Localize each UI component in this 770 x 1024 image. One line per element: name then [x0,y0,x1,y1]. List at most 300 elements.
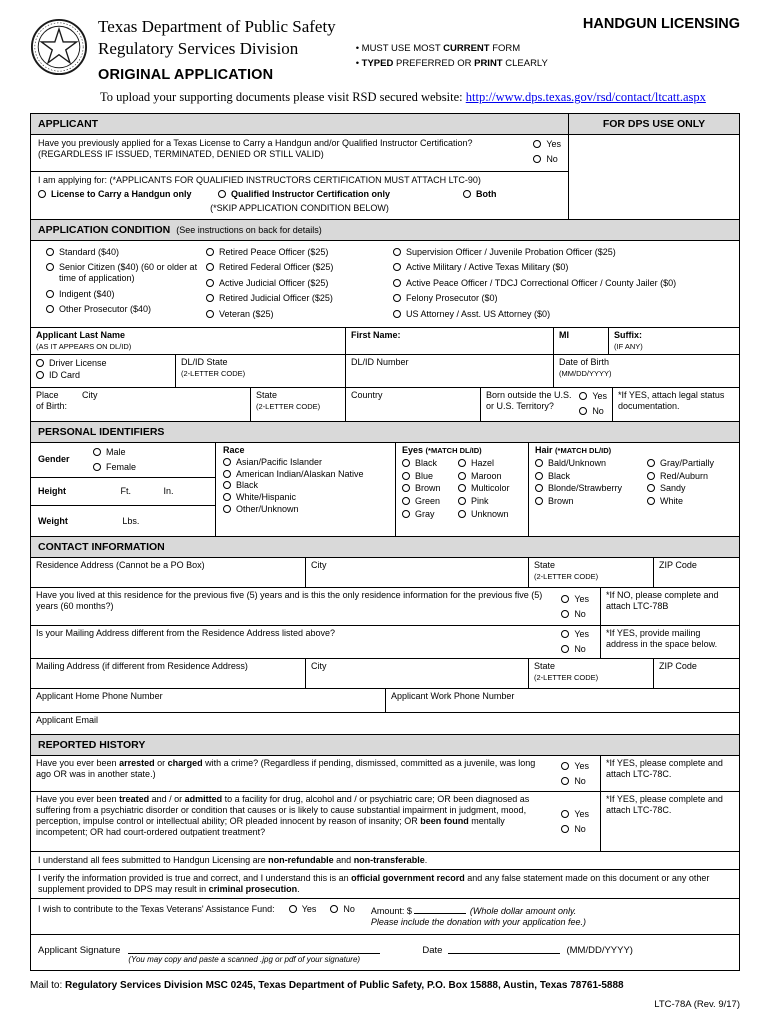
dlid-state-label: DL/ID State [181,356,228,367]
residence-zip-label: ZIP Code [659,560,697,571]
radio-circle-icon [561,762,569,770]
born-outside-options [579,390,607,419]
upload-link[interactable]: http://www.dps.texas.gov/rsd/contact/ltcatt.aspx [465,90,706,105]
amount-field[interactable] [414,904,466,914]
field-place-of-birth-country[interactable] [346,388,481,421]
radio-circle-icon [402,484,410,492]
mailing-different-note: *If YES, provide mailing address in the space below. [606,628,718,650]
form-notices [356,42,548,71]
radio-supervision-officer-label: Supervision Officer / Juvenile Probation Officer ($25) [406,246,616,257]
radio-circle-icon [402,472,410,480]
dps-seal-logo [30,18,88,76]
radio-circle-icon [561,645,569,653]
field-home-phone[interactable] [31,689,386,712]
radio-circle-icon [393,310,401,318]
radio-circle-icon [223,458,231,466]
application-condition-title: APPLICATION CONDITION [38,224,171,237]
radio-other-prosecutor[interactable] [46,304,206,315]
date-field[interactable] [448,942,560,954]
gender-row [31,443,215,478]
race-american-indian-label: American Indian/Alaskan Native [236,468,364,479]
mail-to-address: Regulatory Services Division MSC 0245, Texas Department of Public Safety, P.O. Box 15888, Austin, Texas 78761-5888 [65,979,624,991]
radio-hair-brown[interactable]: Brown [535,496,647,507]
born-outside-question [481,388,613,421]
radio-active-peace-officer[interactable] [393,278,732,289]
race-asian-pacific-label: Asian/Pacific Islander [236,456,323,467]
radio-eyes-hazel[interactable]: Hazel [458,458,494,469]
radio-retired-federal-officer[interactable] [206,262,393,273]
radio-standard-label: Standard ($40) [59,246,120,257]
radio-race-black[interactable] [223,480,388,491]
application-form [30,113,740,970]
radio-prev-yes[interactable] [533,139,561,150]
radio-race-other-unknown[interactable] [223,504,388,515]
amount-note-line2: Please include the donation with your application fee.) [370,916,587,927]
date-format-label: (MM/DD/YYYY) [566,944,633,956]
field-place-of-birth-city[interactable] [31,388,251,421]
notice-typed-preferred: • TYPED PREFERRED OR PRINT CLEARLY [355,57,548,69]
fees-statement-text: I understand all fees submitted to Handgun Licensing are non-refundable and non-transferable. [38,855,428,866]
radio-circle-icon [533,155,541,163]
radio-circle-icon [46,248,54,256]
previous-application-options [533,138,561,167]
radio-circle-icon [46,263,54,271]
applying-for-row [31,172,568,219]
radio-retired-peace-officer-label: Retired Peace Officer ($25) [219,246,329,257]
radio-circle-icon [330,905,338,913]
radio-circle-icon [402,510,410,518]
arrested-question-text: Have you ever been arrested or charged with a crime? (Regardless if pending, dismissed, committed as a juvenile, was long ago OR was in another state.) [36,758,536,779]
signature-row [31,935,739,970]
radio-circle-icon [535,459,543,467]
radio-retired-federal-officer-label: Retired Federal Officer ($25) [219,262,334,273]
applicant-section [31,114,739,220]
radio-senior-citizen-label: Senior Citizen ($40) (60 or older at time of application) [59,262,198,284]
dps-use-only-box [569,135,739,219]
field-last-name[interactable] [31,328,346,354]
mailing-different-options [561,628,595,656]
radio-active-judicial-officer[interactable] [206,278,393,289]
race-other-unknown-label: Other/Unknown [236,504,299,515]
residence-duration-question [31,588,601,625]
field-residence-state[interactable] [529,558,654,587]
treated-row [31,792,739,852]
radio-circle-icon [535,472,543,480]
radio-active-military[interactable] [393,262,732,273]
radio-circle-icon [579,392,587,400]
upload-text: To upload your supporting documents please visit RSD secured website: [100,90,466,105]
radio-prev-yes-label: Yes [546,139,561,150]
radio-circle-icon [458,497,466,505]
radio-race-white-hispanic[interactable] [223,492,388,503]
radio-senior-citizen[interactable] [46,262,206,284]
radio-circle-icon [223,470,231,478]
radio-circle-icon [93,448,101,456]
radio-circle-icon [36,371,44,379]
radio-circle-icon [218,190,226,198]
agency-block [98,16,336,84]
radio-hair-white[interactable]: White [647,496,683,507]
born-outside-no-label: No [592,405,604,416]
dob-label: Date of Birth [559,356,610,367]
radio-circle-icon [393,263,401,271]
radio-standard[interactable] [46,247,206,258]
radio-circle-icon [393,294,401,302]
signature-field[interactable] [128,942,380,954]
radio-circle-icon [393,248,401,256]
radio-circle-icon [458,484,466,492]
radio-eyes-unknown[interactable]: Unknown [458,509,509,520]
radio-circle-icon [46,305,54,313]
radio-instructor-only-label: Qualified Instructor Certification only [231,189,391,200]
field-email[interactable] [31,713,739,734]
verification-statement-text: I verify the information provided is true and correct, and I understand this is an official government record and any false statement made on this document or any other supplement provided to DPS may result in criminal prosecution. [38,872,710,894]
radio-circle-icon [561,595,569,603]
treated-question-text: Have you ever been treated and / or admitted to a facility for drug, alcohol and / or psychiatric care; OR been diagnosed as suffering from a psychiatric disorder or condition that causes or is likely to cause substantial impairment in judgment, mood, perception, impulse control or intellectual ability; OR pleaded innocent by reason of insanity; OR been found mentally incompetent; OR had court-ordered outpatient treatment? [36,794,530,837]
mailing-different-question-text: Is your Mailing Address different from the Residence Address listed above? [36,628,335,639]
radio-mailing-diff-no[interactable]: No [561,644,589,655]
radio-driver-license[interactable] [36,358,170,369]
signature-note: (You may copy and paste a scanned .jpg or pdf of your signature) [128,954,361,964]
driver-license-label: Driver License [49,357,107,368]
residence-address-label: Residence Address (Cannot be a PO Box) [36,560,205,571]
eyes-label: Eyes (*MATCH DL/ID) [402,444,482,455]
arrested-note: *If YES, please complete and attach LTC-78C. [606,758,723,779]
applying-for-options [38,188,561,201]
form-title: ORIGINAL APPLICATION [98,66,274,83]
residence-state-sublabel: (2-LETTER CODE) [534,572,599,582]
id-row [31,355,739,388]
weight-lbs-label: Lbs. [122,515,140,526]
amount-label: Amount: $ [370,905,412,916]
applicant-left-column [31,114,569,219]
place-of-birth-label: Place of Birth: [36,389,68,411]
radio-eyes-brown[interactable]: Brown [402,483,458,494]
mailing-address-row [31,659,739,689]
radio-us-attorney[interactable] [393,309,732,320]
height-in-label: In. [163,485,174,496]
field-place-of-birth-state[interactable] [251,388,346,421]
field-weight[interactable] [31,506,215,537]
radio-ltc-only[interactable] [38,189,218,200]
radio-both[interactable] [463,189,497,200]
field-middle-initial[interactable] [554,328,609,354]
dlid-state-sublabel: (2-LETTER CODE) [181,368,246,378]
radio-circle-icon [206,294,214,302]
radio-circle-icon [36,359,44,367]
fees-statement [31,852,739,870]
radio-id-card[interactable] [36,370,170,381]
form-number: LTC-78A (Rev. 9/17) [654,998,740,1010]
radio-active-peace-officer-label: Active Peace Officer / TDCJ Correctional Officer / County Jailer ($0) [406,277,677,288]
radio-retired-judicial-officer[interactable] [206,293,393,304]
radio-circle-icon [289,905,297,913]
veterans-fund-text: I wish to contribute to the Texas Veterans' Assistance Fund: [38,903,275,914]
hair-column [529,443,739,537]
radio-residence5-yes[interactable]: Yes [561,594,589,605]
veterans-fund-row [31,899,739,935]
amount-note-line1: (Whole dollar amount only. [469,905,577,916]
field-residence-city[interactable] [306,558,529,587]
radio-circle-icon [458,510,466,518]
race-column [216,443,396,537]
id-type-options [31,355,176,387]
suffix-label: Suffix: [614,329,642,340]
radio-hair-sandy[interactable]: Sandy [647,483,686,494]
radio-eyes-pink[interactable]: Pink [458,496,489,507]
radio-circle-icon [223,481,231,489]
race-white-hispanic-label: White/Hispanic [236,492,297,503]
radio-race-american-indian[interactable] [223,469,388,480]
radio-treated-no[interactable]: No [561,824,589,835]
radio-eyes-gray[interactable]: Gray [402,509,458,520]
radio-veterans-yes[interactable]: Yes [289,904,317,915]
radio-circle-icon [561,810,569,818]
previous-application-row [31,135,568,172]
radio-ltc-only-label: License to Carry a Handgun only [51,189,192,200]
radio-circle-icon [46,290,54,298]
signature-block [128,942,380,965]
mi-label: MI [559,329,569,340]
personal-identifiers-section [31,443,739,538]
phone-row [31,689,739,713]
radio-circle-icon [561,825,569,833]
radio-circle-icon [535,497,543,505]
last-name-label: Applicant Last Name [36,329,126,340]
verification-statement [31,870,739,899]
height-label: Height [38,485,66,496]
radio-veteran[interactable] [206,309,393,320]
radio-retired-peace-officer[interactable] [206,247,393,258]
radio-both-label: Both [476,189,497,200]
height-ft-label: Ft. [120,485,132,496]
radio-circle-icon [647,497,655,505]
upload-instructions [100,90,740,105]
radio-circle-icon [393,279,401,287]
mailing-state-sublabel: (2-LETTER CODE) [534,673,599,683]
radio-circle-icon [206,263,214,271]
radio-hair-black[interactable]: Black [535,471,647,482]
mailing-different-row [31,626,739,659]
radio-circle-icon [463,190,471,198]
birth-country-label: Country [351,389,383,400]
mailing-state-label: State [534,661,556,672]
radio-arrested-no[interactable]: No [561,776,589,787]
skip-condition-note: (*SKIP APPLICATION CONDITION BELOW) [210,203,389,214]
contact-information-header: CONTACT INFORMATION [31,537,739,558]
condition-column-2 [206,246,393,321]
radio-instructor-only[interactable] [218,189,463,200]
radio-eyes-blue[interactable]: Blue [402,471,458,482]
arrested-question [31,756,601,791]
radio-gender-male[interactable] [93,447,136,458]
place-of-birth-city-label: City [82,389,98,400]
radio-hair-red-auburn[interactable]: Red/Auburn [647,471,708,482]
work-phone-label: Applicant Work Phone Number [391,691,515,702]
treated-question [31,792,601,851]
radio-other-prosecutor-label: Other Prosecutor ($40) [59,304,152,315]
radio-circle-icon [458,472,466,480]
field-suffix[interactable] [609,328,739,354]
radio-eyes-black[interactable]: Black [402,458,458,469]
field-first-name[interactable] [346,328,554,354]
radio-felony-prosecutor-label: Felony Prosecutor ($0) [406,293,498,304]
residence-duration-note: *If NO, please complete and attach LTC-78B [606,590,719,612]
field-mailing-city[interactable] [306,659,529,688]
veterans-amount-block [371,904,586,928]
radio-circle-icon [647,472,655,480]
radio-circle-icon [206,279,214,287]
personal-identifiers-header: PERSONAL IDENTIFIERS [31,422,739,443]
first-name-label: First Name: [351,329,401,340]
birth-state-label: State [256,389,278,400]
previous-application-question: Have you previously applied for a Texas License to Carry a Handgun and/or Qualified Instructor Certification? (REGARDLESS IF ISSUED, TERMINATED, DENIED OR STILL VALID) [38,138,473,160]
residence-duration-options [561,590,595,623]
radio-circle-icon [533,140,541,148]
radio-circle-icon [38,190,46,198]
eyes-column [396,443,529,537]
weight-label: Weight [38,515,68,526]
field-work-phone[interactable] [386,689,739,712]
radio-hair-gray-partially[interactable]: Gray/Partially [647,458,714,469]
birth-state-sublabel: (2-LETTER CODE) [256,401,321,411]
radio-arrested-yes[interactable]: Yes [561,761,589,772]
mail-to-line [30,980,740,992]
suffix-sublabel: (IF ANY) [614,341,643,351]
born-outside-yes-label: Yes [592,390,607,401]
dob-sublabel: (MM/DD/YYYY) [559,368,612,378]
applicant-section-header: APPLICANT [31,114,568,135]
radio-indigent[interactable] [46,289,206,300]
residence-city-label: City [311,560,327,571]
radio-circle-icon [561,777,569,785]
residence-address-row [31,558,739,588]
radio-circle-icon [579,407,587,415]
radio-circle-icon [535,484,543,492]
radio-treated-yes[interactable]: Yes [561,809,589,820]
radio-eyes-maroon[interactable]: Maroon [458,471,502,482]
radio-circle-icon [402,497,410,505]
radio-race-asian-pacific[interactable] [223,457,388,468]
radio-circle-icon [458,459,466,467]
radio-prev-no[interactable] [533,154,561,165]
home-phone-label: Applicant Home Phone Number [36,691,163,702]
arrested-row [31,756,739,792]
pi-left-column [31,443,216,537]
gender-male-label: Male [106,446,126,457]
field-dlid-number[interactable] [346,355,554,387]
radio-circle-icon [223,493,231,501]
radio-gender-female[interactable] [93,462,136,473]
residence-duration-row [31,588,739,626]
residence-state-label: State [534,560,556,571]
email-label: Applicant Email [36,715,99,726]
notice-current-form: • MUST USE MOST CURRENT FORM [355,43,521,54]
radio-hair-blonde-strawberry[interactable]: Blonde/Strawberry [535,483,647,494]
mailing-different-question [31,626,601,658]
radio-born-outside-no[interactable] [579,406,607,417]
radio-eyes-multicolor[interactable]: Multicolor [458,483,510,494]
page-header [30,16,740,84]
radio-circle-icon [223,505,231,513]
radio-eyes-green[interactable]: Green [402,496,458,507]
gender-label: Gender [38,454,70,465]
radio-veterans-no[interactable]: No [330,904,355,915]
radio-residence5-no[interactable]: No [561,609,589,620]
legal-status-note-text: *If YES, attach legal status documentation. [618,389,725,411]
program-title: HANDGUN LICENSING [582,16,740,32]
field-mailing-state[interactable] [529,659,654,688]
radio-mailing-diff-yes[interactable]: Yes [561,629,589,640]
hair-label: Hair (*MATCH DL/ID) [535,444,612,455]
condition-column-3 [393,246,732,321]
id-card-label: ID Card [49,369,81,380]
last-name-sublabel: (AS IT APPEARS ON DL/ID) [36,341,132,351]
radio-born-outside-yes[interactable] [579,391,607,402]
dlid-number-label: DL/ID Number [351,356,409,367]
arrested-options [561,758,595,789]
radio-circle-icon [647,484,655,492]
radio-active-judicial-officer-label: Active Judicial Officer ($25) [219,277,329,288]
treated-options [561,794,595,849]
date-label: Date [422,944,443,956]
field-mailing-address[interactable] [31,659,306,688]
mailing-zip-label: ZIP Code [659,661,697,672]
field-date-of-birth[interactable] [554,355,739,387]
field-residence-address[interactable] [31,558,306,587]
radio-circle-icon [93,463,101,471]
gender-female-label: Female [106,461,137,472]
race-label: Race [223,444,245,455]
gender-options [93,446,136,474]
legal-status-note [613,388,739,421]
radio-hair-bald-unknown[interactable]: Bald/Unknown [535,458,647,469]
mail-to-label: Mail to: [30,979,63,991]
radio-prev-no-label: No [546,154,558,165]
application-condition-options [31,241,739,328]
radio-circle-icon [647,459,655,467]
radio-us-attorney-label: US Attorney / Asst. US Attorney ($0) [406,308,551,319]
email-row [31,713,739,735]
field-dlid-state[interactable] [176,355,346,387]
radio-circle-icon [206,310,214,318]
signature-label: Applicant Signature [38,944,121,956]
agency-name: Texas Department of Public Safety [98,17,336,36]
field-height[interactable] [31,478,215,506]
field-mailing-zip[interactable] [654,659,739,688]
radio-veteran-label: Veteran ($25) [219,308,274,319]
field-residence-zip[interactable] [654,558,739,587]
radio-indigent-label: Indigent ($40) [59,288,115,299]
condition-column-1 [38,246,206,321]
reported-history-header: REPORTED HISTORY [31,735,739,756]
radio-supervision-officer[interactable] [393,247,732,258]
application-condition-header [31,220,739,241]
residence-duration-question-text: Have you lived at this residence for the previous five (5) years and is this the only residence information for the previous five (5) years (60 months?) [36,590,543,612]
radio-circle-icon [561,630,569,638]
mailing-address-label: Mailing Address (if different from Residence Address) [36,661,248,672]
radio-active-military-label: Active Military / Active Texas Military ($0) [406,262,569,273]
dps-use-only-column [569,114,739,219]
dps-use-only-header: FOR DPS USE ONLY [569,114,739,135]
applying-for-label: I am applying for: (*APPLICANTS FOR QUALIFIED INSTRUCTORS CERTIFICATION MUST ATTACH LTC-90) [38,175,481,186]
birth-row [31,388,739,422]
race-black-label: Black [236,480,259,491]
application-condition-subtitle: (See instructions on back for details) [176,225,322,236]
born-outside-question-text: Born outside the U.S. or U.S. Territory? [486,389,572,411]
radio-felony-prosecutor[interactable] [393,293,732,304]
mailing-city-label: City [311,661,327,672]
